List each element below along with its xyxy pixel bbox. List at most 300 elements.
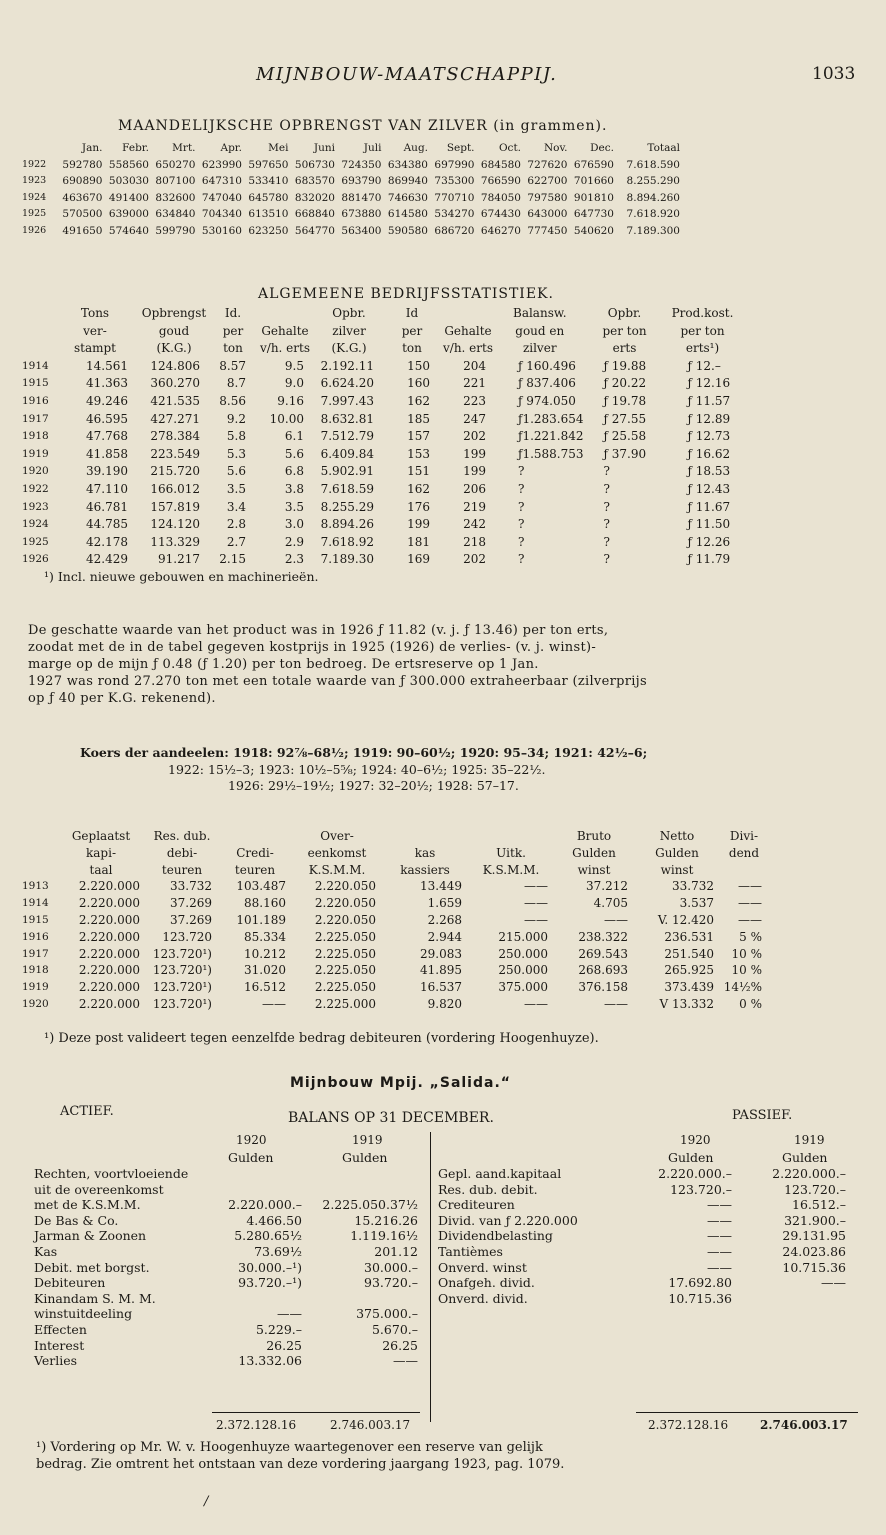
table-cell: 2.220.050 [314, 912, 376, 927]
table-cell: 185 [407, 411, 430, 426]
paragraph-line: op ƒ 40 per K.G. rekenend). [28, 691, 216, 706]
table-cell: ? [603, 464, 610, 479]
balance-title: BALANS OP 31 DECEMBER. [288, 1110, 494, 1126]
balance-value-1920 [210, 1291, 302, 1307]
row-year: 1918 [22, 964, 49, 977]
balance-row [438, 1228, 846, 1244]
table-cell: 797580 [527, 191, 568, 204]
table-cell: 7.512.79 [320, 429, 374, 444]
table-cell: 157 [407, 429, 430, 444]
balance-value-1920: 73.69½ [254, 1243, 302, 1259]
table-cell: ƒ 12.26 [687, 534, 731, 549]
stats-table-title: ALGEMEENE BEDRIJFSSTATISTIEK. [258, 286, 554, 302]
balance-row [438, 1244, 846, 1260]
capital-column-header: Bruto [576, 829, 612, 843]
table-row [22, 979, 768, 996]
table-row [22, 223, 680, 240]
row-year: 1922 [22, 482, 49, 495]
activa-year-b: 1919 [352, 1133, 383, 1147]
stats-column-header: Balansw. [513, 306, 567, 320]
table-cell: 49.246 [86, 393, 128, 408]
balance-row [438, 1291, 846, 1307]
table-cell: 599790 [155, 224, 196, 237]
row-year: 1924 [22, 518, 49, 531]
table-cell: 85.334 [244, 929, 286, 944]
capital-column-header [218, 828, 292, 845]
table-cell: ƒ1.221.842 [518, 429, 584, 444]
table-cell: 735300 [434, 175, 475, 187]
passiva-currency-b: Gulden [782, 1150, 828, 1165]
table-cell: 4.705 [593, 896, 628, 911]
stats-column-header: Id. [224, 306, 242, 320]
table-cell: 10.212 [244, 946, 286, 961]
table-cell: 375.000 [498, 980, 548, 995]
table-row [22, 929, 768, 946]
capital-footnote: ¹) Deze post valideert tegen eenzelfde bedrag debiteuren (vordering Hoogenhuyze). [44, 1031, 599, 1046]
table-cell: 373.439 [664, 980, 714, 995]
table-cell: 503030 [108, 175, 149, 187]
table-cell: 614580 [387, 208, 428, 220]
table-cell: 221 [463, 376, 486, 391]
table-cell: 124.120 [150, 517, 200, 532]
balance-row [34, 1182, 418, 1198]
stats-footnote: ¹) Incl. nieuwe gebouwen en machinerieën. [44, 569, 319, 584]
table-cell: 2.220.050 [314, 879, 376, 894]
table-cell: 8.894.260 [626, 191, 680, 204]
table-cell: 766590 [480, 175, 521, 187]
row-year: 1915 [22, 913, 49, 926]
table-cell: 33.732 [672, 879, 714, 894]
activa-total-a: 2.372.128.16 [216, 1418, 297, 1432]
passiva-total-rule [636, 1412, 858, 1413]
balance-label: Gepl. aand.kapitaal [438, 1166, 562, 1181]
table-cell: 123.720¹) [152, 963, 212, 978]
table-cell: 832600 [155, 191, 196, 204]
stats-header-row [22, 323, 740, 341]
table-cell: ƒ1.283.654 [518, 411, 584, 426]
table-cell: 5.8 [226, 429, 246, 444]
table-cell: 14½% [723, 980, 762, 995]
table-cell: 693790 [341, 175, 382, 187]
table-cell: 88.160 [244, 896, 286, 911]
silver-column-header: Dec. [590, 142, 614, 154]
table-cell: 668840 [294, 208, 335, 220]
row-year: 1923 [22, 500, 49, 513]
table-cell: ƒ 12.16 [687, 376, 731, 391]
capital-column-header [720, 862, 768, 879]
capital-year-header [22, 828, 56, 845]
table-cell: 2.220.000 [78, 879, 140, 894]
table-cell: 10 % [731, 946, 762, 961]
balance-label: Verlies [34, 1353, 78, 1369]
stats-column-header: Opbrengst [141, 306, 207, 320]
table-cell: 44.785 [86, 517, 128, 532]
table-cell: 215.720 [150, 464, 200, 479]
table-cell: 639000 [108, 208, 149, 220]
balance-row [34, 1197, 418, 1213]
table-cell: ƒ 11.79 [687, 552, 731, 567]
table-cell: 10 % [731, 963, 762, 978]
row-year: 1919 [22, 981, 49, 994]
paragraph-line: De geschatte waarde van het product was in 1926 ƒ 11.82 (v. j. ƒ 13.46) per ton erts, [28, 623, 609, 638]
paragraph-line: marge op de mijn ƒ 0.48 (ƒ 1.20) per ton bedroeg. De ertsreserve op 1 Jan. [28, 657, 539, 672]
balance-value-1920: 4.466.50 [246, 1212, 302, 1228]
share-price-history [80, 745, 647, 795]
capital-column-header: Credi- [236, 845, 274, 860]
balance-value-1920: 17.692.80 [668, 1275, 732, 1291]
balance-value-1920: 93.720.–¹) [238, 1275, 302, 1291]
table-cell: 427.271 [150, 411, 200, 426]
balance-value-1920: —— [707, 1259, 732, 1275]
table-cell: 265.925 [664, 963, 714, 978]
capital-column-header: Gulden [572, 845, 616, 860]
balance-label: Rechten, voortvloeiende [34, 1166, 189, 1181]
balance-footnote-2: bedrag. Zie omtrent het ontstaan van deze vordering jaargang 1923, pag. 1079. [36, 1457, 565, 1472]
table-row [22, 411, 740, 429]
table-cell: 2.268 [427, 912, 462, 927]
table-cell: 574640 [108, 224, 149, 237]
table-cell: ƒ 12.43 [687, 481, 731, 496]
capital-header-row [22, 845, 768, 862]
table-cell: —— [604, 996, 628, 1011]
balance-value-1920: 13.332.06 [238, 1353, 302, 1369]
table-cell: 646270 [480, 224, 521, 237]
table-cell: 268.693 [578, 963, 628, 978]
table-cell: 8.57 [219, 358, 246, 373]
balance-value-1920: 10.715.36 [668, 1290, 732, 1306]
table-cell: 2.220.050 [314, 896, 376, 911]
stats-column-header: erts¹) [685, 341, 720, 356]
table-cell: V 13.332 [659, 996, 714, 1011]
table-cell: —— [604, 912, 628, 927]
table-cell: 123.720 [162, 929, 212, 944]
table-cell: 3.8 [284, 481, 304, 496]
table-cell: 9.820 [427, 996, 462, 1011]
table-row [22, 428, 740, 446]
table-cell: 41.858 [86, 446, 128, 461]
capital-column-header: Over- [320, 829, 354, 843]
table-cell: 162 [407, 393, 430, 408]
table-cell: —— [738, 912, 762, 927]
table-cell: ƒ 20.22 [603, 376, 647, 391]
table-cell: ƒ 11.67 [687, 499, 731, 514]
row-year: 1917 [22, 412, 49, 425]
table-cell: 533410 [248, 175, 289, 187]
balance-label: Tantièmes [438, 1243, 503, 1259]
table-row [22, 516, 740, 534]
balance-value-1919: 93.720.– [364, 1275, 418, 1291]
table-cell: 2.7 [226, 534, 246, 549]
stats-column-header: ton [402, 341, 422, 356]
table-cell: 160 [407, 376, 430, 391]
table-row [22, 946, 768, 963]
table-cell: 690890 [62, 175, 103, 187]
balance-value-1919: —— [393, 1353, 418, 1369]
table-cell: 2.220.000 [78, 946, 140, 961]
table-cell: ƒ 11.50 [687, 517, 731, 532]
silver-table [22, 140, 680, 239]
table-cell: ? [518, 464, 525, 479]
table-cell: 202 [463, 552, 486, 567]
table-cell: 199 [407, 517, 430, 532]
table-cell: 157.819 [150, 499, 200, 514]
stats-column-header: Gehalte [444, 323, 492, 338]
row-year: 1924 [22, 191, 47, 203]
balance-row [438, 1260, 846, 1276]
balance-value-1919: 26.25 [382, 1337, 418, 1353]
table-cell: 0 % [739, 996, 762, 1011]
table-cell: ƒ 16.62 [687, 446, 731, 461]
table-cell: 8.255.29 [320, 499, 374, 514]
table-cell: 181 [407, 534, 430, 549]
capital-column-header: Netto [659, 829, 695, 843]
passiva-currency-a: Gulden [668, 1150, 714, 1165]
stats-header-row [22, 305, 740, 323]
activa-table [34, 1166, 418, 1369]
table-cell: 530160 [201, 224, 242, 237]
table-cell: 684580 [480, 158, 521, 171]
table-cell: ƒ 160.496 [518, 358, 576, 373]
table-cell: 123.720¹) [152, 946, 212, 961]
table-cell: 558560 [108, 158, 149, 171]
balance-value-1919: —— [821, 1275, 846, 1291]
stats-column-header: ver- [83, 323, 107, 338]
table-cell: 491400 [108, 191, 149, 204]
table-cell: 42.178 [86, 534, 128, 549]
page-number: 1033 [812, 64, 856, 84]
table-cell: 540620 [573, 224, 614, 237]
table-cell: 697990 [434, 158, 475, 171]
balance-value-1920: 2.220.000.– [228, 1197, 302, 1213]
stats-column-header: zilver [522, 341, 557, 356]
balance-value-1919: 10.715.36 [782, 1259, 846, 1275]
balance-row [34, 1306, 418, 1322]
balance-value-1919 [302, 1182, 418, 1198]
capital-column-header [468, 828, 554, 845]
balance-row [438, 1166, 846, 1182]
table-cell: ƒ 974.050 [518, 393, 576, 408]
table-row [22, 173, 680, 190]
table-cell: 6.8 [284, 464, 304, 479]
capital-column-header: Uitk. [496, 845, 526, 860]
stats-column-header: erts [612, 341, 637, 356]
capital-column-header: winst [660, 862, 694, 877]
capital-column-header: kapi- [86, 845, 116, 860]
row-year: 1925 [22, 535, 49, 548]
row-year: 1914 [22, 359, 49, 372]
table-cell: 6.409.84 [320, 446, 374, 461]
table-cell: ? [603, 481, 610, 496]
capital-column-header: K.S.M.M. [308, 862, 366, 877]
paragraph-line: zoodat met de in de tabel gegeven kostprijs in 1925 (1926) de verlies- (v. j. winst)- [28, 640, 597, 655]
table-cell: 673880 [341, 208, 382, 220]
balance-value-1919: 15.216.26 [354, 1212, 418, 1228]
capital-column-header: Gulden [655, 845, 699, 860]
stats-column-header: v/h. erts [260, 341, 310, 356]
table-cell: 101.189 [236, 912, 286, 927]
row-year: 1923 [22, 175, 47, 186]
balance-row [34, 1353, 418, 1369]
table-row [22, 358, 740, 376]
table-cell: 3.537 [679, 896, 714, 911]
stats-table [22, 305, 740, 569]
table-cell: 2.225.050 [314, 980, 376, 995]
table-cell: 16.537 [420, 980, 462, 995]
balance-row [438, 1182, 846, 1198]
capital-column-header: kas [414, 845, 436, 860]
table-cell: 7.618.920 [626, 208, 680, 220]
silver-column-header: Totaal [647, 142, 680, 154]
balance-label: Effecten [34, 1321, 87, 1337]
balance-value-1920: 5.280.65½ [234, 1228, 302, 1244]
row-year: 1918 [22, 430, 49, 443]
stats-column-header [440, 305, 496, 323]
table-cell: ? [518, 552, 525, 567]
table-cell: 5.6 [226, 464, 246, 479]
stats-column-header: stampt [73, 341, 117, 356]
table-cell: 218 [463, 534, 486, 549]
table-cell: 31.020 [244, 963, 286, 978]
stats-column-header: per [222, 323, 244, 338]
table-cell: 5.3 [226, 446, 246, 461]
passiva-table [438, 1166, 846, 1306]
table-cell: 674430 [480, 208, 521, 220]
balance-row [34, 1322, 418, 1338]
table-cell: ƒ 19.88 [603, 358, 647, 373]
table-cell: ? [603, 534, 610, 549]
table-cell: 634840 [155, 208, 196, 220]
row-year: 1916 [22, 930, 49, 943]
table-cell: 724350 [341, 158, 382, 171]
silver-column-header: Nov. [543, 142, 568, 154]
table-cell: 8.7 [226, 376, 246, 391]
table-cell: 597650 [248, 158, 289, 171]
activa-year-a: 1920 [236, 1133, 267, 1147]
row-year: 1913 [22, 880, 49, 893]
stats-column-header: ton [223, 341, 243, 356]
balance-label: Crediteuren [438, 1197, 515, 1213]
balance-label: Jarman & Zoonen [34, 1228, 147, 1244]
table-cell: ƒ 25.58 [603, 429, 647, 444]
koers-line-1: Koers der aandeelen: 1918: 92⅞–68½; 1919: 90–60½; 1920: 95–34; 1921: 42½–6; [80, 745, 648, 760]
table-cell: —— [738, 896, 762, 911]
table-cell: 7.618.92 [320, 534, 374, 549]
table-cell: ƒ 12.73 [687, 429, 731, 444]
table-cell: 47.768 [86, 429, 128, 444]
balance-value-1920: —— [707, 1228, 732, 1244]
table-cell: 202 [463, 429, 486, 444]
table-cell: 645780 [248, 191, 289, 204]
table-cell: 463670 [62, 191, 103, 204]
table-cell: ƒ 11.57 [687, 393, 731, 408]
table-cell: 47.110 [86, 481, 128, 496]
passiva-year-b: 1919 [794, 1133, 825, 1147]
row-year: 1926 [22, 553, 49, 566]
capital-column-header [382, 828, 468, 845]
balance-value-1919: 16.512.– [792, 1197, 846, 1213]
table-cell: ? [518, 481, 525, 496]
table-cell: 376.158 [578, 980, 628, 995]
table-cell: 37.269 [170, 896, 212, 911]
balance-value-1919: 321.900.– [784, 1212, 846, 1228]
capital-header-row [22, 828, 768, 845]
table-cell: 7.189.300 [626, 224, 680, 237]
table-cell: ƒ1.588.753 [518, 446, 584, 461]
row-year: 1914 [22, 897, 49, 910]
capital-header-row [22, 862, 768, 879]
table-cell: 2.220.000 [78, 996, 140, 1011]
table-cell: 13.449 [420, 879, 462, 894]
table-cell: 150 [407, 358, 430, 373]
row-year: 1919 [22, 447, 49, 460]
table-cell: 33.732 [170, 879, 212, 894]
table-cell: ? [603, 517, 610, 532]
silver-column-header: Juni [313, 142, 335, 154]
balance-value-1919 [302, 1291, 418, 1307]
table-cell: 676590 [573, 158, 614, 171]
stats-column-header: (K.G.) [331, 341, 367, 356]
balance-label: met de K.S.M.M. [34, 1197, 141, 1213]
table-cell: 2.8 [226, 517, 246, 532]
table-cell: ? [518, 517, 525, 532]
balance-value-1920: —— [707, 1243, 732, 1259]
table-cell: —— [262, 996, 286, 1011]
silver-column-header: Oct. [498, 142, 521, 154]
balance-label: Dividendbelasting [438, 1228, 553, 1244]
balance-value-1919: 24.023.86 [782, 1243, 846, 1259]
table-cell: —— [524, 996, 548, 1011]
balance-row [438, 1275, 846, 1291]
table-cell: 223 [463, 393, 486, 408]
table-cell: 7.997.43 [320, 393, 374, 408]
table-cell: V. 12.420 [657, 912, 714, 927]
table-row [22, 190, 680, 207]
table-cell: 647730 [573, 208, 614, 220]
balance-label: Kas [34, 1243, 58, 1259]
balance-value-1919: 5.670.– [371, 1321, 418, 1337]
table-cell: 46.595 [86, 411, 128, 426]
table-cell: 623250 [248, 224, 289, 237]
table-cell: 701660 [573, 175, 614, 187]
table-cell: 727620 [527, 158, 568, 171]
table-cell: 747040 [201, 191, 242, 204]
capital-column-header: dend [728, 845, 760, 860]
balance-value-1920 [210, 1182, 302, 1198]
balance-value-1919: 2.225.050.37½ [322, 1197, 418, 1213]
table-cell: 2.225.050 [314, 929, 376, 944]
stats-column-header: (K.G.) [156, 341, 192, 356]
table-cell: 2.220.000 [78, 980, 140, 995]
table-cell: 421.535 [150, 393, 200, 408]
stats-column-header: per [401, 323, 423, 338]
balance-value-1920: —— [707, 1197, 732, 1213]
balance-value-1920: 2.220.000.– [658, 1166, 732, 1181]
balance-label: Res. dub. debit. [438, 1181, 538, 1197]
table-cell: 643000 [527, 208, 568, 220]
balance-row [34, 1260, 418, 1276]
balance-value-1920: 30.000.–¹) [238, 1259, 302, 1275]
table-cell: 9.2 [226, 411, 246, 426]
table-cell: 199 [463, 446, 486, 461]
balance-label: Divid. van ƒ 2.220.000 [438, 1212, 578, 1228]
stats-year-header [22, 323, 52, 341]
capital-year-header [22, 862, 56, 879]
balance-row [34, 1275, 418, 1291]
table-cell: ƒ 12.– [687, 358, 721, 373]
paragraph-line: 1927 was rond 27.270 ton met een totale waarde van ƒ 300.000 extraheerbaar (zilverprijs [28, 674, 647, 689]
value-paragraph [28, 622, 647, 707]
passiva-total-b: 2.746.003.17 [760, 1418, 848, 1432]
